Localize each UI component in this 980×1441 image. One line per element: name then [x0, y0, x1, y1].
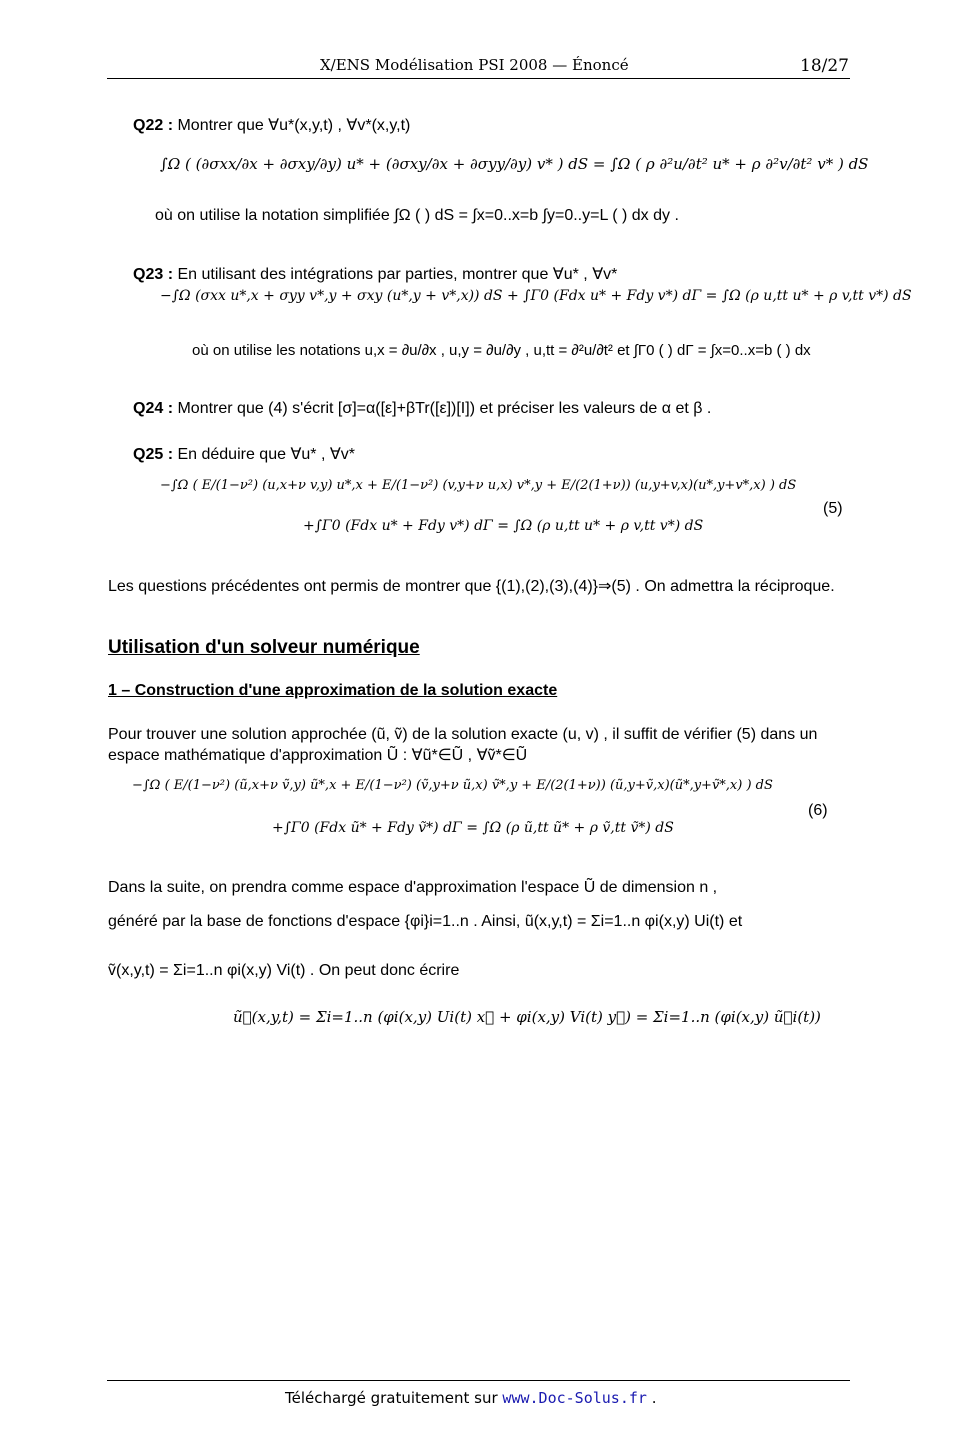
- final-equation: ũ⃗(x,y,t) = Σi=1..n (φi(x,y) Ui(t) x⃗ + φi(x,y) Vi(t) y⃗) = Σi=1..n (φi(x,y) ũ⃗i(t)): [233, 1008, 821, 1026]
- footer-link[interactable]: www.Doc-Solus.fr: [502, 1389, 647, 1407]
- footer-text: Téléchargé gratuitement sur: [285, 1389, 498, 1407]
- paragraph-approximation: Pour trouver une solution approchée (ũ, ṽ) de la solution exacte (u, v) , il suffit de vérifier (5) dans un espace mathématique d'approximation Ũ : ∀ũ*∈Ũ , ∀ṽ*∈Ũ: [108, 726, 818, 764]
- q23-text: En utilisant des intégrations par parties, montrer que ∀u* , ∀v*: [177, 266, 618, 283]
- paragraph-basis-line1: Dans la suite, on prendra comme espace d'approximation l'espace Ũ de dimension n ,: [108, 879, 718, 896]
- q22-note: où on utilise la notation simplifiée ∫Ω ( ) dS = ∫x=0..x=b ∫y=0..y=L ( ) dx dy .: [155, 207, 679, 224]
- q22-equation: ∫Ω ( (∂σxx/∂x + ∂σxy/∂y) u* + (∂σxy/∂x + ∂σyy/∂y) v* ) dS = ∫Ω ( ρ ∂²u/∂t² u* + ρ ∂²v/∂t² v* ) dS: [160, 155, 869, 173]
- q25-text: En déduire que ∀u* , ∀v*: [177, 446, 356, 463]
- q25-equation-line2: +∫Γ0 (Fdx u* + Fdy v*) dΓ = ∫Ω (ρ u,tt u* + ρ v,tt v*) dS: [303, 518, 704, 534]
- q24-text: Montrer que (4) s'écrit [σ]=α([ε]+βTr([ε])[I]) et préciser les valeurs de α et β .: [177, 400, 712, 417]
- page-number: 18/27: [800, 56, 849, 76]
- footer: [285, 1389, 656, 1407]
- q23-note: où on utilise les notations u,x = ∂u/∂x , u,y = ∂u/∂y , u,tt = ∂²u/∂t² et ∫Γ0 ( ) dΓ = ∫x=0..x=b ( ) dx: [192, 342, 811, 359]
- paragraph-basis-line3: ṽ(x,y,t) = Σi=1..n φi(x,y) Vi(t) . On peut donc écrire: [108, 962, 460, 979]
- q23-question: [133, 264, 617, 284]
- q22-label: Q22 :: [133, 117, 174, 134]
- paragraph-basis-line2: généré par la base de fonctions d'espace {φi}i=1..n . Ainsi, ũ(x,y,t) = Σi=1..n φi(x,y) Ui(t) et: [108, 913, 743, 930]
- footer-rule: [107, 1380, 850, 1381]
- header-rule: [107, 78, 850, 79]
- eq6-line2: +∫Γ0 (Fdx ũ* + Fdy ṽ*) dΓ = ∫Ω (ρ ũ,tt ũ* + ρ ṽ,tt ṽ*) dS: [272, 820, 674, 836]
- subsection-title: 1 – Construction d'une approximation de la solution exacte: [108, 682, 558, 699]
- footer-period: .: [651, 1389, 657, 1407]
- eq6-line1: −∫Ω ( E/(1−ν²) (ũ,x+ν ṽ,y) ũ*,x + E/(1−ν²) (ṽ,y+ν ũ,x) ṽ*,y + E/(2(1+ν)) (ũ,y+ṽ,x)(ũ*,y+ṽ*,x) ) dS: [132, 778, 773, 793]
- q24-question: [133, 400, 711, 418]
- paragraph-converse: Les questions précédentes ont permis de montrer que {(1),(2),(3),(4)}⇒(5) . On admettra la réciproque.: [108, 578, 835, 595]
- q23-equation: −∫Ω (σxx u*,x + σyy v*,y + σxy (u*,y + v*,x)) dS + ∫Γ0 (Fdx u* + Fdy v*) dΓ = ∫Ω (ρ u,tt u* + ρ v,tt v*) dS: [160, 288, 912, 304]
- q22-question: [133, 115, 410, 135]
- q23-label: Q23 :: [133, 266, 174, 283]
- q25-question: [133, 444, 355, 464]
- equation-tag-5: (5): [823, 500, 843, 517]
- running-header-title: X/ENS Modélisation PSI 2008 — Énoncé: [320, 56, 629, 74]
- q25-label: Q25 :: [133, 446, 174, 463]
- section-title: Utilisation d'un solveur numérique: [108, 637, 420, 658]
- q25-equation-line1: −∫Ω ( E/(1−ν²) (u,x+ν v,y) u*,x + E/(1−ν²) (v,y+ν u,x) v*,y + E/(2(1+ν)) (u,y+v,x)(u*,y+v*,x) ) dS: [160, 478, 797, 493]
- q24-label: Q24 :: [133, 400, 174, 417]
- equation-tag-6: (6): [808, 802, 828, 819]
- q22-text: Montrer que ∀u*(x,y,t) , ∀v*(x,y,t): [177, 117, 411, 134]
